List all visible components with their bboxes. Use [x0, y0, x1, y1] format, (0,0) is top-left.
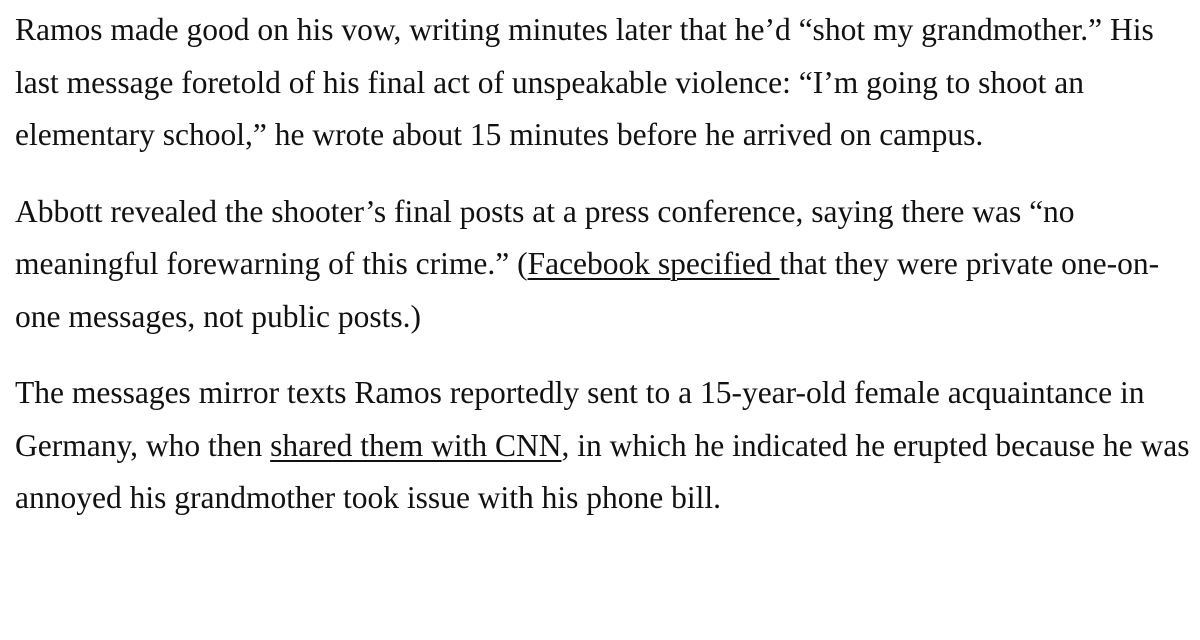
paragraph-2-text-before: Abbott revealed the shooter’s final posts at a press conference, saying there was “no meaningful forewarning of this crime.” (: [15, 193, 1075, 281]
paragraph-1-text: Ramos made good on his vow, writing minutes later that he’d “shot my grandmother.” His last message foretold of his final act of unspeakable violence: “I’m going to shoot an elementary school,” he wrote about 15 minutes before he arrived on campus.: [15, 12, 1154, 152]
shared-with-cnn-link[interactable]: shared them with CNN: [270, 427, 562, 463]
paragraph-2-text-after: that they were private one-on-one messages, not public posts.): [15, 246, 1160, 334]
paragraph-3-text-after: , in which he indicated he erupted because he was annoyed his grandmother took issue with his phone bill.: [15, 427, 1190, 515]
paragraph-3: [15, 367, 1192, 525]
facebook-specified-link[interactable]: Facebook specified: [527, 246, 780, 281]
paragraph-2: [15, 186, 1192, 344]
paragraph-3-text-before: The messages mirror texts Ramos reportedly sent to a 15-year-old female acquaintance in Germany, who then: [15, 375, 1145, 463]
paragraph-1: [15, 4, 1192, 162]
